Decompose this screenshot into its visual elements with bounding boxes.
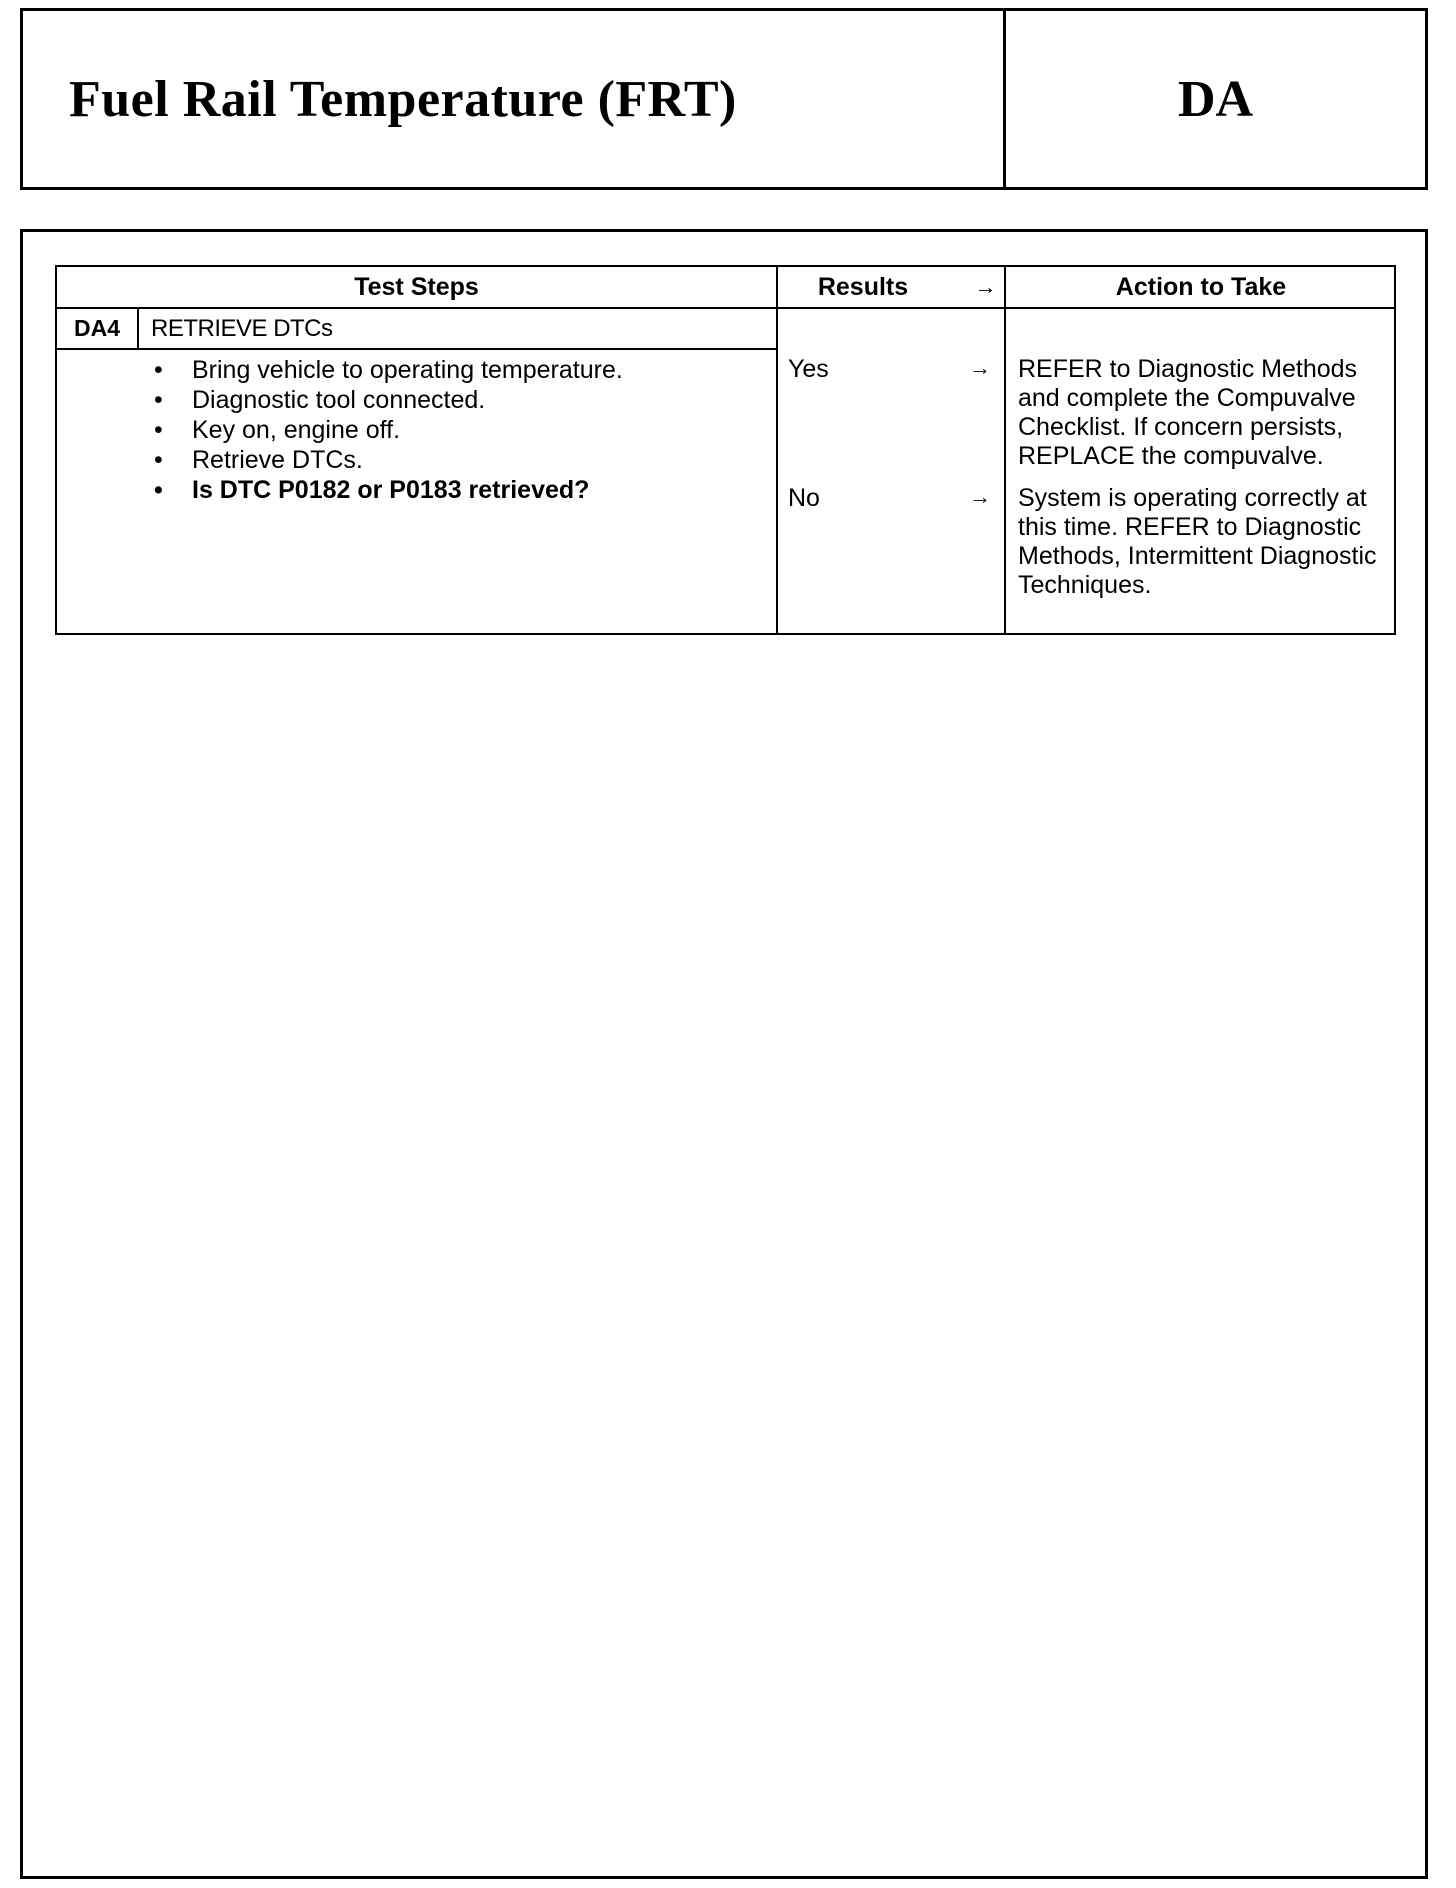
bullet-icon: • [154,476,163,504]
list-item: • Retrieve DTCs. [154,446,363,474]
page-title: Fuel Rail Temperature (FRT) [69,70,737,128]
list-item: • Bring vehicle to operating temperature. [154,356,623,384]
step-row-divider [57,348,776,350]
content-frame [20,229,1428,1879]
page-header [20,8,1428,190]
header-results-arrow: → [974,274,997,299]
column-divider [776,267,778,633]
arrow-icon: → [969,484,991,509]
diagnostic-table [55,265,1396,635]
header-results: Results [817,272,909,301]
list-item: • Diagnostic tool connected. [154,386,486,414]
action-yes: REFER to Diagnostic Methods and complete the Compuvalve Checklist. If concern persists, REPLACE the compuvalve. [1018,355,1358,470]
bullet-icon: • [154,416,163,444]
result-no: No [788,484,820,512]
step-id-divider [137,309,139,348]
column-divider [1004,267,1006,633]
result-yes: Yes [788,355,829,383]
list-item: • Key on, engine off. [154,416,401,444]
step-id: DA4 [73,315,120,341]
arrow-icon: → [969,355,991,380]
bullet-icon: • [154,356,163,384]
bullet-icon: • [154,386,163,414]
section-code: DA [1177,70,1254,128]
step-bullet-list [145,355,623,505]
header-test-steps: Test Steps [354,272,479,301]
action-no: System is operating correctly at this time. REFER to Diagnostic Methods, Intermittent Diagnostic Techniques. [1018,484,1377,599]
bullet-icon: • [154,446,163,474]
step-title: RETRIEVE DTCs [151,314,333,342]
header-action: Action to Take [1115,272,1287,301]
list-item-question: • Is DTC P0182 or P0183 retrieved? [154,476,590,504]
